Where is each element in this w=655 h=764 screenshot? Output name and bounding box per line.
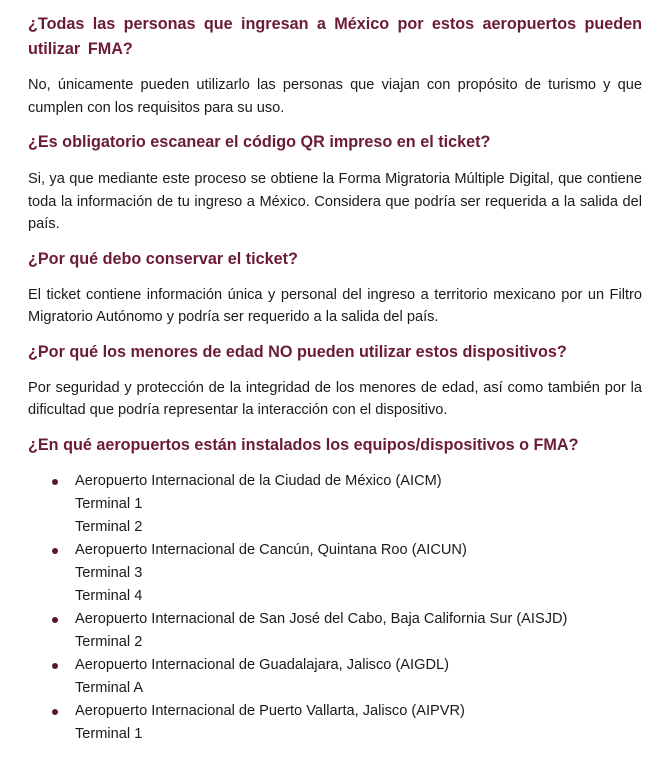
bullet-icon — [52, 479, 58, 485]
faq-answer-keep-ticket: El ticket contiene información única y personal del ingreso a territorio mexicano por un Filtro Migratorio Autónomo y podría ser requerido a la salida del país. — [28, 286, 642, 325]
bullet-icon — [52, 709, 58, 715]
faq-question-keep-ticket: ¿Por qué debo conservar el ticket? — [28, 249, 298, 268]
airport-name: Aeropuerto Internacional de la Ciudad de México (AICM) — [75, 472, 442, 489]
faq-question-airports: ¿En qué aeropuertos están instalados los equipos/dispositivos o FMA? — [28, 435, 579, 454]
faq-document — [28, 12, 642, 746]
faq-question-fma-eligibility: ¿Todas las personas que ingresan a México por estos aeropuertos pueden utilizar FMA? — [28, 15, 642, 58]
terminal-label: Terminal A — [75, 679, 144, 696]
faq-answer-fma-eligibility: No, únicamente pueden utilizarlo las personas que viajan con propósito de turismo y que cumplen con los requisitos para su uso. — [28, 77, 642, 116]
airport-name: Aeropuerto Internacional de San José del Cabo, Baja California Sur (AISJD) — [75, 610, 568, 627]
airport-list-item — [28, 470, 642, 539]
airport-list-item — [28, 539, 642, 608]
terminal-label: Terminal 4 — [75, 587, 143, 604]
airport-name: Aeropuerto Internacional de Cancún, Quintana Roo (AICUN) — [75, 541, 467, 558]
faq-question-minors: ¿Por qué los menores de edad NO pueden utilizar estos dispositivos? — [28, 342, 567, 361]
airport-list — [28, 470, 642, 746]
bullet-icon — [52, 663, 58, 669]
bullet-icon — [52, 617, 58, 623]
terminal-label: Terminal 1 — [75, 725, 143, 742]
airport-name: Aeropuerto Internacional de Puerto Vallarta, Jalisco (AIPVR) — [75, 702, 465, 719]
airport-name: Aeropuerto Internacional de Guadalajara, Jalisco (AIGDL) — [75, 656, 449, 673]
airport-list-item — [28, 654, 642, 700]
terminal-label: Terminal 2 — [75, 518, 143, 535]
airport-list-item — [28, 700, 642, 746]
faq-answer-qr-scan: Si, ya que mediante este proceso se obtiene la Forma Migratoria Múltiple Digital, que contiene toda la información de tu ingreso a México. Considera que podría ser requerida a la salida del país. — [28, 171, 642, 232]
faq-question-qr-scan: ¿Es obligatorio escanear el código QR impreso en el ticket? — [28, 133, 491, 151]
terminal-label: Terminal 1 — [75, 495, 143, 512]
terminal-label: Terminal 3 — [75, 564, 143, 581]
bullet-icon — [52, 548, 58, 554]
airport-list-item — [28, 608, 642, 654]
faq-answer-minors: Por seguridad y protección de la integridad de los menores de edad, así como también por la dificultad que podría representar la interacción con el dispositivo. — [28, 379, 642, 418]
terminal-label: Terminal 2 — [75, 633, 143, 650]
